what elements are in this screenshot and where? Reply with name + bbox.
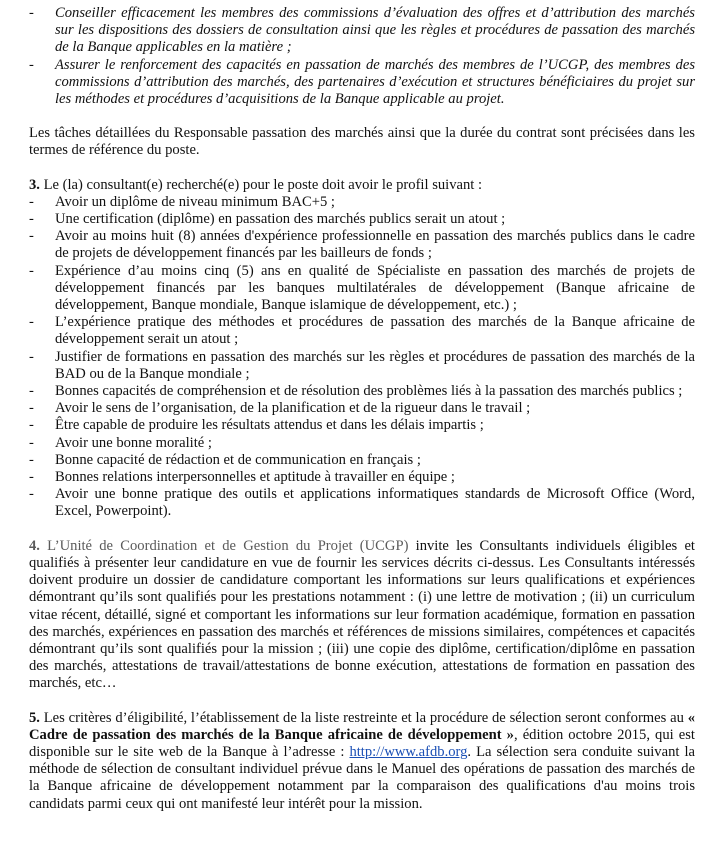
- section-lead: Le (la) consultant(e) recherché(e) pour le poste doit avoir le profil suivant :: [39, 176, 483, 193]
- section-number: 3.: [29, 176, 40, 193]
- section-5-paragraph: [29, 710, 695, 813]
- list-item: - Avoir au moins huit (8) années d'expérience professionnelle en passation des marchés publics dans le cadre de projets de développement financés par les bailleurs de fonds ;: [29, 228, 695, 262]
- profile-bullet-list: [29, 194, 695, 521]
- intro-bullet-list: [29, 5, 695, 108]
- section-number: 4.: [29, 537, 40, 554]
- list-item: - Avoir un diplôme de niveau minimum BAC+5 ;: [29, 194, 695, 211]
- list-item: - Justifier de formations en passation des marchés sur les règles et procédures de passation des marchés de la BAD ou de la Banque mondiale ;: [29, 349, 695, 383]
- list-item: - Avoir une bonne moralité ;: [29, 435, 695, 452]
- list-item: - Expérience d’au moins cinq (5) ans en qualité de Spécialiste en passation des marchés de projets de développement financés par les banques multilatérales de développement (Banque africaine de développement, Banque mondiale, Banque islamique de développement, etc.) ;: [29, 263, 695, 315]
- list-item: - L’expérience pratique des méthodes et procédures de passation des marchés de la Banque africaine de développement serait un atout ;: [29, 314, 695, 348]
- section-number: 5.: [29, 709, 40, 726]
- section-3-heading: [29, 177, 695, 194]
- section-4-paragraph: [29, 538, 695, 693]
- section-text-a: Les critères d’éligibilité, l’établissement de la liste restreinte et la procédure de sélection seront conformes au: [39, 709, 688, 726]
- list-item: - Être capable de produire les résultats attendus et dans les délais impartis ;: [29, 417, 695, 434]
- list-item: - Une certification (diplôme) en passation des marchés publics serait un atout ;: [29, 211, 695, 228]
- list-item: - Bonnes relations interpersonnelles et aptitude à travailler en équipe ;: [29, 469, 695, 486]
- list-item: - Bonnes capacités de compréhension et de résolution des problèmes liés à la passation des marchés publics ;: [29, 383, 695, 400]
- list-item: - Bonne capacité de rédaction et de communication en français ;: [29, 452, 695, 469]
- list-item: - Assurer le renforcement des capacités en passation de marchés des membres de l’UCGP, des membres des commissions d’attribution des marchés, des partenaires d’exécution et structures bénéficiaires du projet sur les méthodes et procédures d’acquisitions de la Banque applicable au projet.: [29, 57, 695, 109]
- section-text-b: , édition octobre 2015, qui est disponible sur le site web de la Banque à l’adresse :: [29, 726, 695, 760]
- list-item: - Avoir une bonne pratique des outils et applications informatiques standards de Microsoft Office (Word, Excel, Powerpoint).: [29, 486, 695, 520]
- framework-title: « Cadre de passation des marchés de la Banque africaine de développement »: [29, 709, 695, 743]
- list-item: - Conseiller efficacement les membres des commissions d’évaluation des offres et d’attribution des marchés sur les dispositions des dossiers de consultation ainsi que les règles et procédures de passation des marchés de la Banque applicables en la matière ;: [29, 5, 695, 57]
- ucgp-label: L’Unité de Coordination et de Gestion du Projet (UCGP): [39, 537, 409, 554]
- paragraph-taches: Les tâches détaillées du Responsable passation des marchés ainsi que la durée du contrat sont précisées dans les termes de référence du poste.: [29, 125, 695, 159]
- section-text: invite les Consultants individuels éligibles et qualifiés à présenter leur candidature en vue de fournir les services décrits ci-dessus. Les Consultants intéressés doivent produire un dossier de candidature comportant les informations sur leurs qualifications et expériences démontrant qu’ils sont qualifiés pour les prestations notamment : (i) une lettre de motivation ; (ii) un curriculum vitae récent, détaillé, signé et comportant les informations sur leur formation académique, formation en passation des marchés, expériences en passation des marchés et références de missions similaires, compétences et capacités démontrant qu’ils sont qualifiés pour la mission ; (iii) une copie des diplôme, certification/diplôme en passation des marchés, attestations de travail/attestations de bonne exécution, attestations de formation en passation des marchés, etc…: [29, 537, 695, 692]
- afdb-link[interactable]: http://www.afdb.org: [349, 743, 468, 760]
- list-item: - Avoir le sens de l’organisation, de la planification et de la rigueur dans le travail ;: [29, 400, 695, 417]
- section-text-c: . La sélection sera conduite suivant la méthode de sélection de consultant individuel prévue dans le Manuel des opérations de passation des marchés de la Banque africaine de développement notamment par la comparaison des qualifications d'au moins trois candidats parmi ceux qui ont manifesté leur intérêt pour la mission.: [29, 743, 695, 812]
